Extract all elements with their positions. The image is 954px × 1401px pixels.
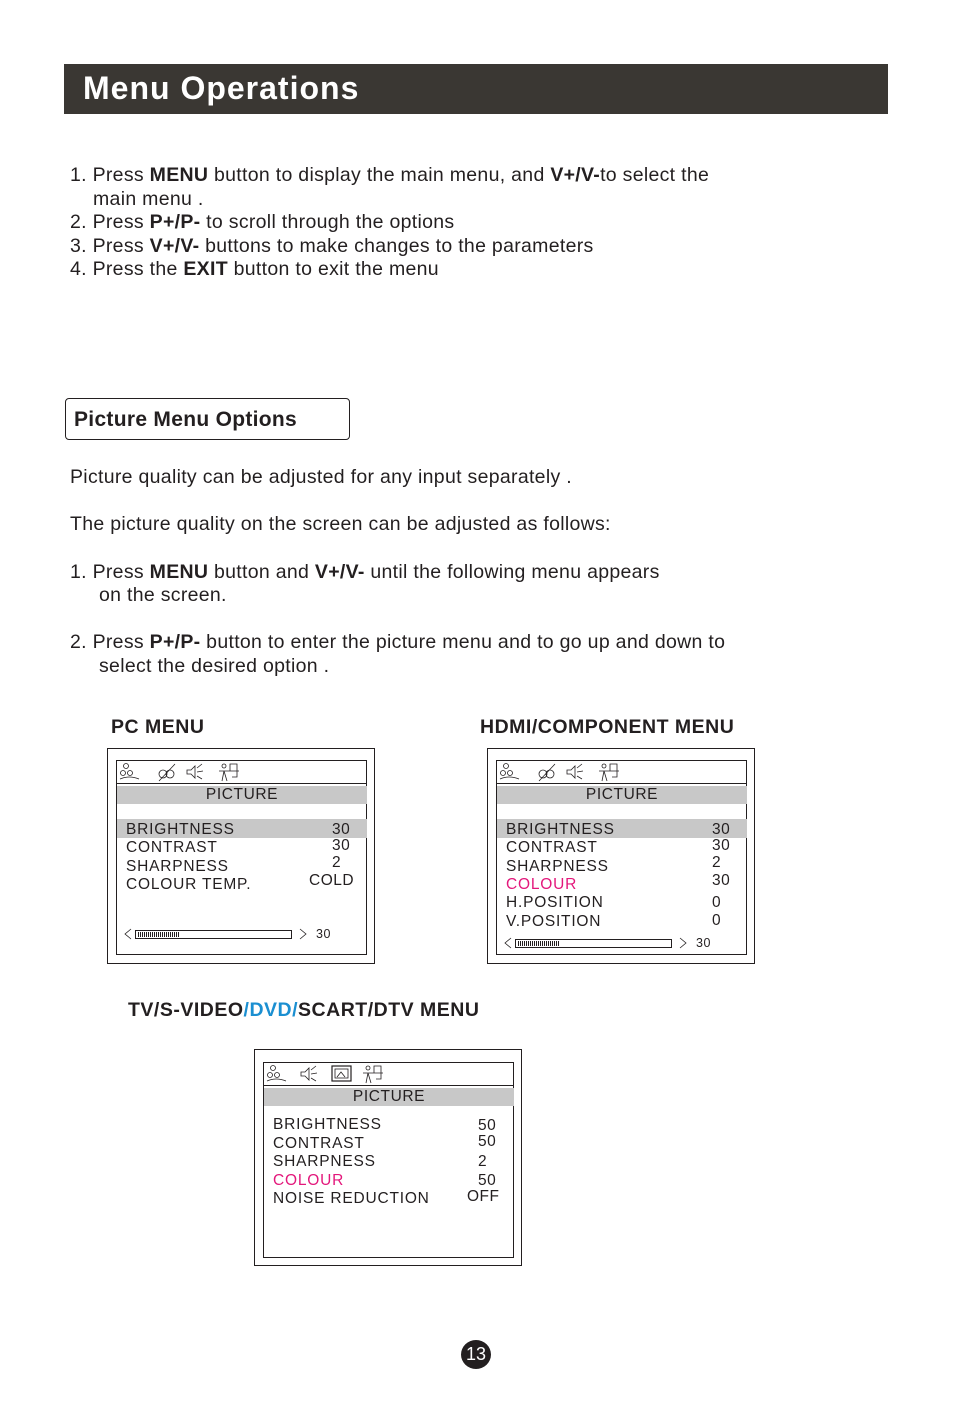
tv-menu-item-value: 50 [478,1172,497,1189]
hdmi-menu-item-label-highlighted: COLOUR [506,876,578,893]
setup-icon [217,762,241,782]
tv-menu-item-value: 2 [478,1153,488,1170]
tv-menu-item-value: 50 [478,1133,497,1150]
body-step-2-line2: select the desired option . [99,655,330,677]
tv-menu-item-value: 50 [478,1117,497,1134]
pc-menu-slider [122,927,347,943]
tv-menu-item-label: SHARPNESS [273,1153,376,1170]
setup-icon [361,1064,385,1084]
section-title-box [65,398,350,440]
hdmi-menu-item-value: 30 [712,837,731,854]
body-step-1-line2: on the screen. [99,584,227,606]
body-paragraph-2: The picture quality on the screen can be adjusted as follows: [70,513,611,535]
hdmi-menu-item-value: 30 [712,821,731,838]
sound-icon [565,762,585,782]
slider-value: 30 [316,927,331,941]
tv-menu-item-label-highlighted: COLOUR [273,1172,345,1189]
tv-menu-item-label: BRIGHTNESS [273,1116,382,1133]
picture-icon [499,762,521,782]
slider-track [135,930,292,939]
hdmi-menu-item-value: 0 [712,912,722,929]
sound-icon [185,762,205,782]
intro-step-3: 3. Press V+/V- buttons to make changes to the parameters [70,235,594,257]
chevron-right-icon [679,937,687,949]
chevron-left-icon [124,928,132,940]
screen-icon [331,1064,353,1084]
tv-menu-title-bar: PICTURE [264,1088,514,1106]
colour-temp-icon [537,762,557,782]
picture-icon [266,1064,288,1084]
pc-menu-title-bar: PICTURE [117,786,367,804]
pc-menu-heading: PC MENU [111,716,205,738]
pc-menu-item-label: BRIGHTNESS [126,821,235,838]
page-header [64,64,888,114]
pc-menu-item-value: COLD [309,872,355,889]
pc-menu-item-label: COLOUR TEMP. [126,876,252,893]
hdmi-menu-item-label: SHARPNESS [506,858,609,875]
body-paragraph-1: Picture quality can be adjusted for any input separately . [70,466,572,488]
hdmi-menu-heading: HDMI/COMPONENT MENU [480,716,735,738]
pc-menu-screen [107,748,375,964]
slider-track [515,939,672,948]
hdmi-menu-item-value: 30 [712,872,731,889]
pc-menu-item-value: 30 [332,821,351,838]
body-step-2: 2. Press P+/P- button to enter the picture menu and to go up and down to [70,631,726,653]
hdmi-menu-item-value: 0 [712,894,722,911]
tv-menu-icon-bar [263,1062,514,1086]
intro-step-1: 1. Press MENU button to display the main menu, and V+/V-to select the [70,164,710,186]
colour-temp-icon [157,762,177,782]
sound-icon [299,1064,319,1084]
slider-fill [138,932,179,937]
hdmi-menu-item-value: 2 [712,854,722,871]
pc-menu-item-label: SHARPNESS [126,858,229,875]
picture-icon [119,762,141,782]
intro-step-1-line2: main menu . [93,188,204,210]
pc-menu-item-label: CONTRAST [126,839,218,856]
hdmi-menu-item-label: CONTRAST [506,839,598,856]
chevron-right-icon [299,928,307,940]
page-title: Menu Operations [83,70,360,106]
section-title: Picture Menu Options [74,408,298,431]
tv-menu-heading: TV/S-VIDEO/DVD/SCART/DTV MENU [128,999,480,1021]
hdmi-menu-title-bar: PICTURE [497,786,747,804]
hdmi-menu-item-label: H.POSITION [506,894,604,911]
hdmi-menu-slider [502,936,727,952]
hdmi-menu-item-label: BRIGHTNESS [506,821,615,838]
slider-fill [518,941,559,946]
intro-step-4: 4. Press the EXIT button to exit the menu [70,258,439,280]
chevron-left-icon [504,937,512,949]
slider-value: 30 [696,936,711,950]
hdmi-menu-item-label: V.POSITION [506,913,602,930]
setup-icon [597,762,621,782]
page-number: 13 [461,1340,491,1369]
tv-menu-item-label: CONTRAST [273,1135,365,1152]
pc-menu-item-value: 2 [332,854,342,871]
pc-menu-item-value: 30 [332,837,351,854]
intro-step-2: 2. Press P+/P- to scroll through the options [70,211,455,233]
pc-menu-icon-bar [116,760,367,784]
tv-menu-item-label: NOISE REDUCTION [273,1190,430,1207]
hdmi-menu-screen [487,748,755,964]
tv-menu-screen [254,1049,522,1266]
hdmi-menu-icon-bar [496,760,747,784]
tv-menu-item-value: OFF [467,1188,500,1205]
body-step-1: 1. Press MENU button and V+/V- until the following menu appears [70,561,660,583]
